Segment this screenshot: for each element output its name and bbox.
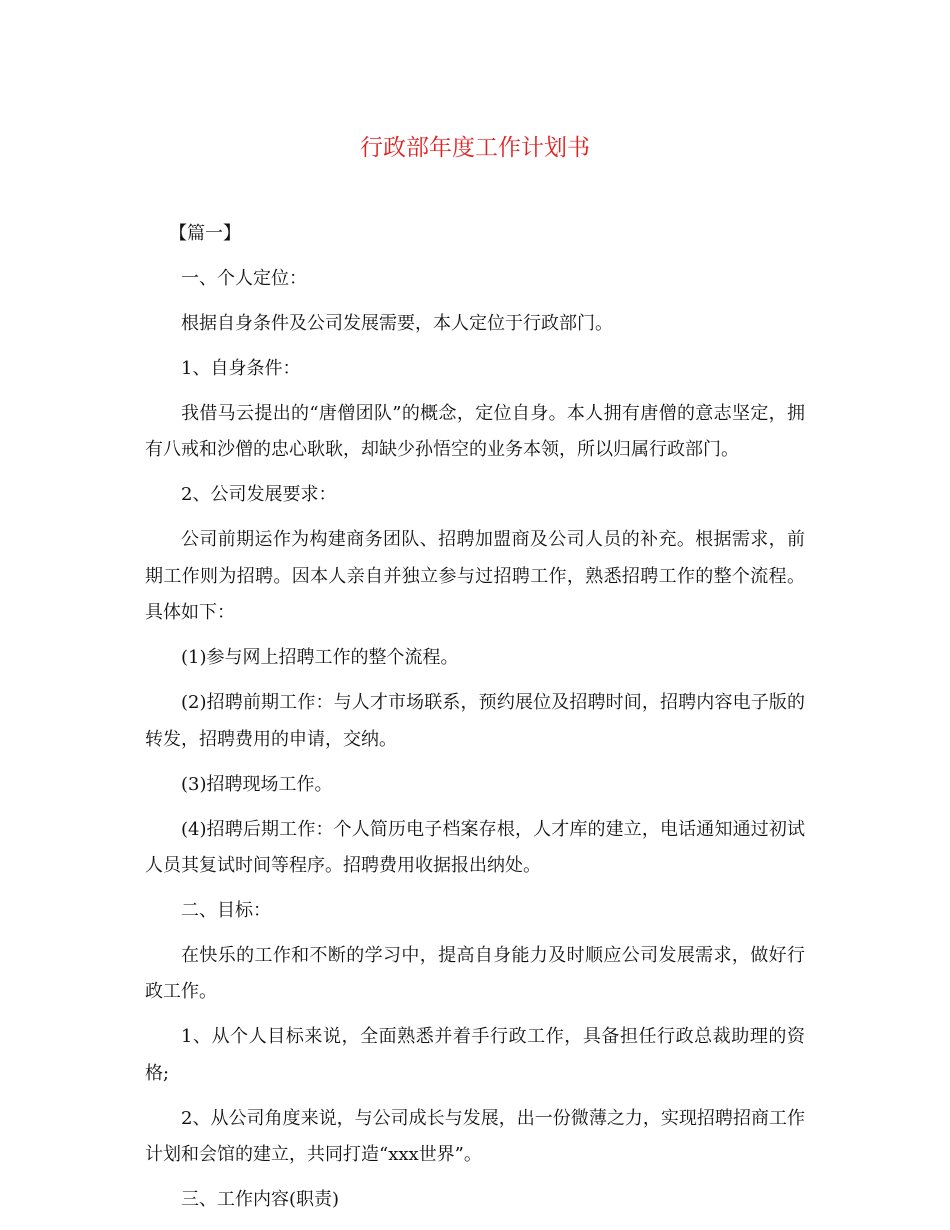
document-body — [145, 216, 805, 1227]
document-title: 行政部年度工作计划书 — [360, 135, 590, 161]
subheading-company-requirements: 2、公司发展要求： — [181, 484, 337, 506]
heading-work-content: 三、工作内容(职责) — [181, 1189, 340, 1211]
goal-item-2: 2、从公司角度来说，与公司成长与发展，出一份微薄之力，实现招聘招商工作计划和会馆的建立，共同打造“xxx世界”。 — [145, 1107, 805, 1166]
heading-personal-positioning: 一、个人定位： — [181, 268, 307, 289]
list-item-1: (1)参与网上招聘工作的整个流程。 — [181, 647, 459, 669]
goal-item-1: 1、从个人目标来说，全面熟悉并着手行政工作，具备担任行政总裁助理的资格; — [145, 1026, 805, 1084]
list-item-3: (3)招聘现场工作。 — [181, 773, 333, 795]
paragraph-goals: 在快乐的工作和不断的学习中，提高自身能力及时顺应公司发展需求，做好行政工作。 — [145, 945, 805, 1003]
heading-goals: 二、目标： — [181, 900, 271, 922]
list-item-4: (4)招聘后期工作：个人简历电子档案存根，人才库的建立，电话通知通过初试人员其复试时间等程序。招聘费用收据报出纳处。 — [145, 818, 805, 877]
list-item-2: (2)招聘前期工作：与人才市场联系，预约展位及招聘时间，招聘内容电子版的转发，招聘费用的申请，交纳。 — [145, 692, 805, 750]
subheading-own-conditions: 1、自身条件： — [181, 358, 301, 379]
section-heading-part-one: 【篇一】 — [169, 223, 241, 244]
paragraph-positioning: 根据自身条件及公司发展需要，本人定位于行政部门。 — [181, 313, 613, 334]
paragraph-own-conditions: 我借马云提出的“唐僧团队”的概念，定位自身。本人拥有唐僧的意志坚定，拥有八戒和沙僧的忠心耿耿，却缺少孙悟空的业务本领，所以归属行政部门。 — [145, 403, 805, 461]
paragraph-company-requirements: 公司前期运作为构建商务团队、招聘加盟商及公司人员的补充。根据需求，前期工作则为招聘。因本人亲自并独立参与过招聘工作，熟悉招聘工作的整个流程。具体如下： — [145, 529, 805, 624]
